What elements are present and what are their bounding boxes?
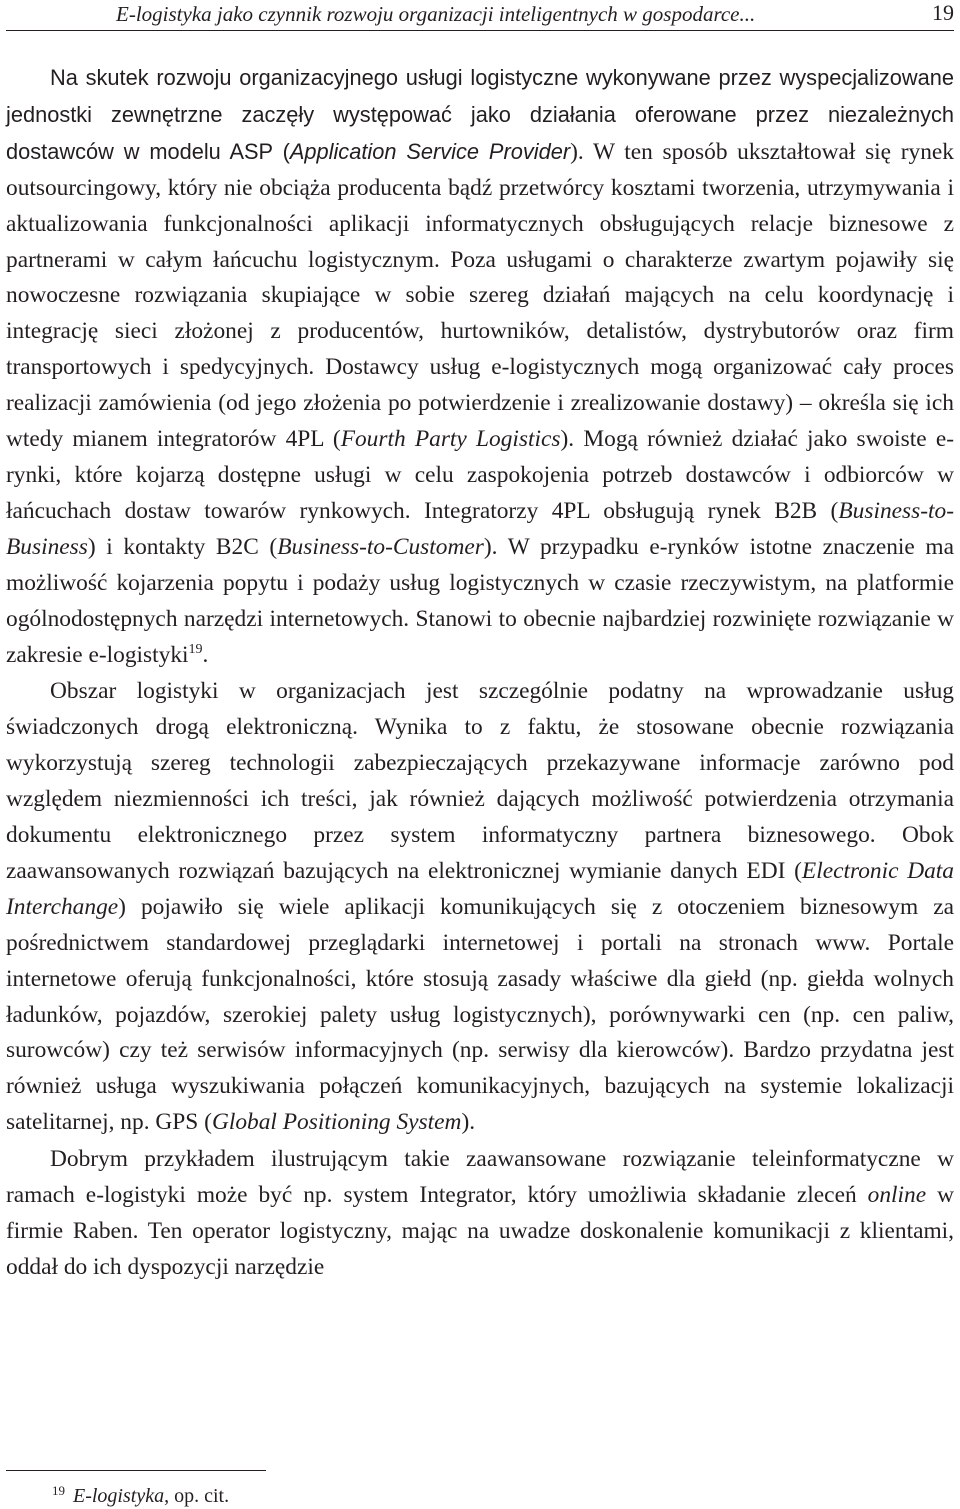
text-run: ) pojawiło się wiele aplikacji komunikujących się z otoczeniem biznesowym za pośrednictwem standardowej przeglądarki internetowej i portali na stronach www. Portale internetowe oferują funkcjonalności, które stosują zasady właściwe dla giełd (np. giełda wolnych ładunków, pojazdów, szerokiej palety usług logistycznych), porównywarki cen (np. cen paliw, surowców) czy też serwisów informacyjnych (np. serwisy dla kierowców). Bardzo przydatna jest również usługa wyszukiwania połączeń komunikacyjnych, bazujących na systemie lokalizacji satelitarnej, np. GPS ( — [6, 893, 954, 1136]
body-text — [6, 60, 954, 1286]
italic-term: Electronic Data Interchange — [6, 857, 954, 920]
text-run: w firmie Raben. Ten operator logistyczny, mając na uwadze doskonalenie komunikacji z klientami, oddał do ich dyspozycji narzędzie — [6, 1182, 954, 1280]
text-run: ). — [461, 1109, 476, 1136]
paragraph-2 — [6, 674, 954, 1141]
italic-term: Business-to-Customer — [277, 533, 484, 560]
text-run: ). W ten sposób ukształtował się rynek outsourcingowy, który nie obciąża producenta bądź przetwórcy kosztami tworzenia, utrzymywania i aktualizowania funkcjonalności aplikacji informatycznych obsługujących relacje biznesowe z partnerami w całym łańcuchu logistycznym. Poza usługami o charakterze zwartym pojawiły się nowoczesne rozwiązania skupiające w sobie szereg działań mających na celu koordynację i integrację sieci złożonej z producentów, hurtowników, detalistów, dystrybutorów oraz firm transportowych i spedycyjnych. Dostawcy usług e-logistycznych mogą organizować cały proces realizacji zamówienia (od jego złożenia po potwierdzenie i zrealizowanie dostawy) – określa się ich wtedy mianem integratorów 4PL ( — [6, 138, 954, 453]
text-run: Obszar logistyki w organizacjach jest szczególnie podatny na wprowadzanie usług świadczonych drogą elektroniczną. Wynika to z faktu, że stosowane obecnie rozwiązania wykorzystują szereg technologii zabezpieczających przekazywane informacje zarówno pod względem niezmienności ich treści, jak również dających możliwość potwierdzenia otrzymania dokumentu elektronicznego przez system informatyczny partnera biznesowego. Obok zaawansowanych rozwiązań bazujących na elektronicznej wymianie danych EDI ( — [6, 678, 954, 884]
page-number: 19 — [932, 0, 954, 25]
text-run: ) i kontakty B2C ( — [87, 533, 278, 560]
italic-term: online — [867, 1182, 927, 1209]
italic-term: Fourth Party Logistics — [340, 426, 561, 453]
footnote-separator — [6, 1470, 266, 1471]
italic-term: Global Positioning System — [211, 1109, 462, 1136]
text-run: Na skutek rozwoju organizacyjnego usługi logistyczne wykonywane przez wyspecjalizowane jednostki zewnętrzne zaczęły występować jako działania oferowane przez niezależnych dostawców w modelu ASP ( — [6, 65, 954, 164]
footnote-mark: 19 — [52, 1483, 65, 1498]
footnote-reference[interactable]: 19 — [188, 641, 203, 657]
footnote-source-title: E-logistyka — [73, 1485, 165, 1507]
running-header — [6, 0, 954, 31]
text-run: ). Mogą również działać jako swoiste e-rynki, które kojarzą dostępne usługi w celu zaspokojenia potrzeb dostawców i odbiorców w łańcuchach dostaw towarów rynkowych. Integratorzy 4PL obsługują rynek B2B ( — [6, 426, 955, 524]
text-run: . — [202, 641, 209, 668]
footnote — [6, 1478, 906, 1509]
paragraph-1 — [6, 60, 954, 673]
paragraph-3 — [6, 1142, 954, 1286]
running-title: E-logistyka jako czynnik rozwoju organizacji inteligentnych w gospodarce... — [116, 2, 756, 26]
text-run: ). W przypadku e-rynków istotne znaczenie ma możliwość kojarzenia popytu i podaży usług logistycznych w czasie rzeczywistym, na platformie ogólnodostępnych narzędzi internetowych. Stanowi to obecnie najbardziej rozwinięte rozwiązanie w zakresie e-logistyki — [6, 533, 954, 668]
italic-term: Business-to-Business — [6, 497, 954, 560]
italic-term: Application Service Provider — [289, 138, 571, 164]
text-run: Dobrym przykładem ilustrującym takie zaawansowane rozwiązanie teleinformatyczne w ramach e-logistyki może być np. system Integrator, który umożliwia składanie zleceń — [6, 1146, 954, 1209]
footnote-text: , op. cit. — [164, 1485, 230, 1507]
